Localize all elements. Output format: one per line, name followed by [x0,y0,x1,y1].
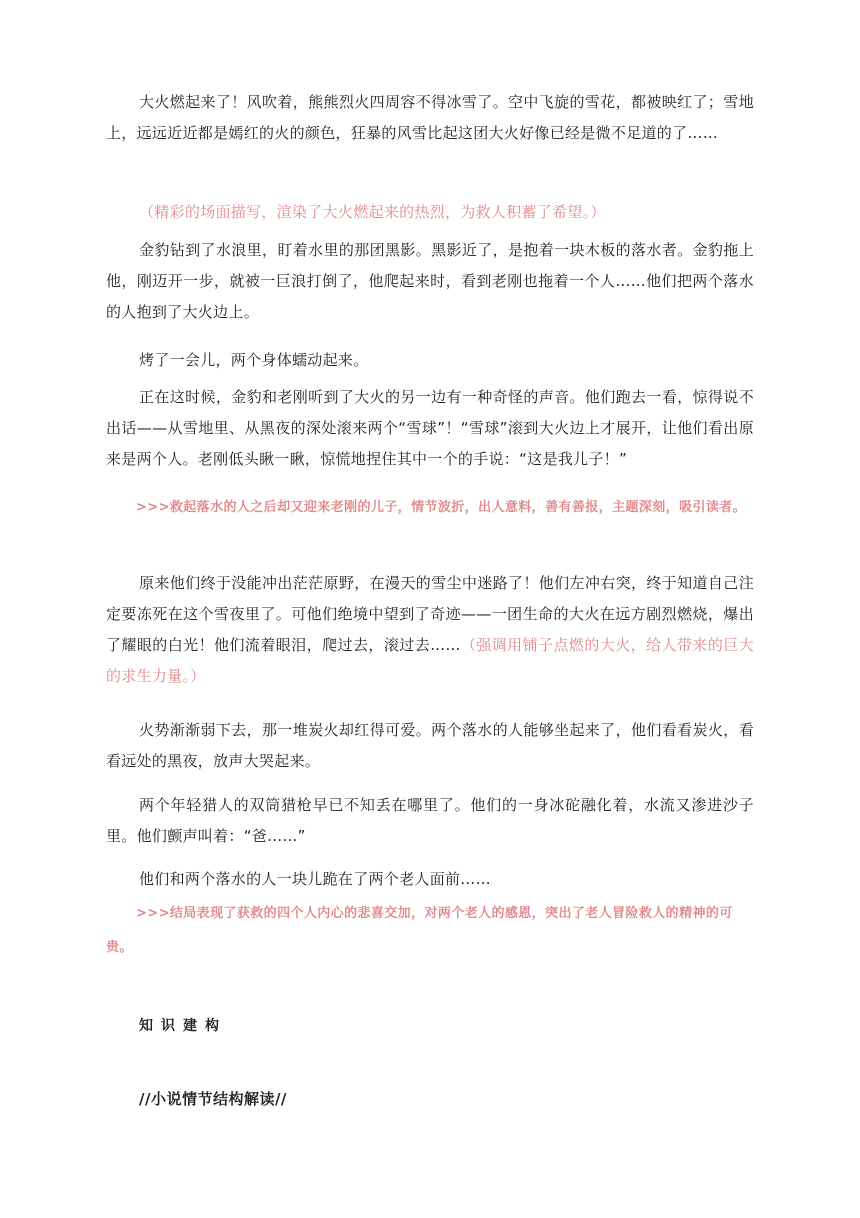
paragraph-kneel: 他们和两个落水的人一块儿跪在了两个老人面前…… [139,870,491,888]
annotation-lost: （强调用铺子点燃的大火，给人带来的巨大的求生力量。） [106,636,754,685]
section-heading: 知识建构 [139,1018,227,1034]
paragraph-dad: 两个年轻猎人的双筒猎枪早已不知丢在哪里了。他们的一身冰砣融化着，水流又渗进沙子里。他们颤声叫着：“爸……” [106,796,754,845]
comment-plot-twist: >>>救起落水的人之后却又迎来老刚的儿子，情节波折，出人意料，善有善报，主题深刻，吸引读者。 [136,500,747,515]
paragraph-lost-text: 原来他们终于没能冲出茫茫原野，在漫天的雪尘中迷路了！他们左冲右突，终于知道自己注定要冻死在这个雪夜里了。可他们绝境中望到了奇迹——一团生命的大火在远方剧烈燃烧，爆出了耀眼的白光！他们流着眼泪，爬过去，滚过去…… [106,574,754,654]
paragraph-snowballs: 正在这时候，金豹和老刚听到了大火的另一边有一种奇怪的声音。他们跑去一看，惊得说不出话——从雪地里、从黑夜的深处滚来两个“雪球”！“雪球”滚到大火边上才展开，让他们看出原来是两个人。老刚低头瞅一瞅，惊慌地捏住其中一个的手说：“这是我儿子！” [106,388,754,468]
paragraph-warm: 烤了一会儿，两个身体蠕动起来。 [139,351,369,369]
subsection-heading: //小说情节结构解读// [139,1090,287,1108]
paragraph-rescue: 金豹钻到了水浪里，盯着水里的那团黑影。黑影近了，是抱着一块木板的落水者。金豹拖上他，刚迈开一步，就被一巨浪打倒了，他爬起来时，看到老刚也拖着一个人……他们把两个落水的人抱到了大火边上。 [106,241,754,321]
paragraph-fire: 大火燃起来了！风吹着，熊熊烈火四周容不得冰雪了。空中飞旋的雪花，都被映红了；雪地上，远远近近都是嫣红的火的颜色，狂暴的风雪比起这团大火好像已经是微不足道的了…… [106,93,754,142]
paragraph-lost [106,568,754,692]
annotation-fire: （精彩的场面描写，渲染了大火燃起来的热烈，为救人积蓄了希望。） [139,203,606,221]
paragraph-cry: 火势渐渐弱下去，那一堆炭火却红得可爱。两个落水的人能够坐起来了，他们看看炭火，看看远处的黑夜，放声大哭起来。 [106,721,754,770]
comment-ending: >>>结局表现了获救的四个人内心的悲喜交加，对两个老人的感恩，突出了老人冒险救人的精神的可贵。 [106,906,733,955]
